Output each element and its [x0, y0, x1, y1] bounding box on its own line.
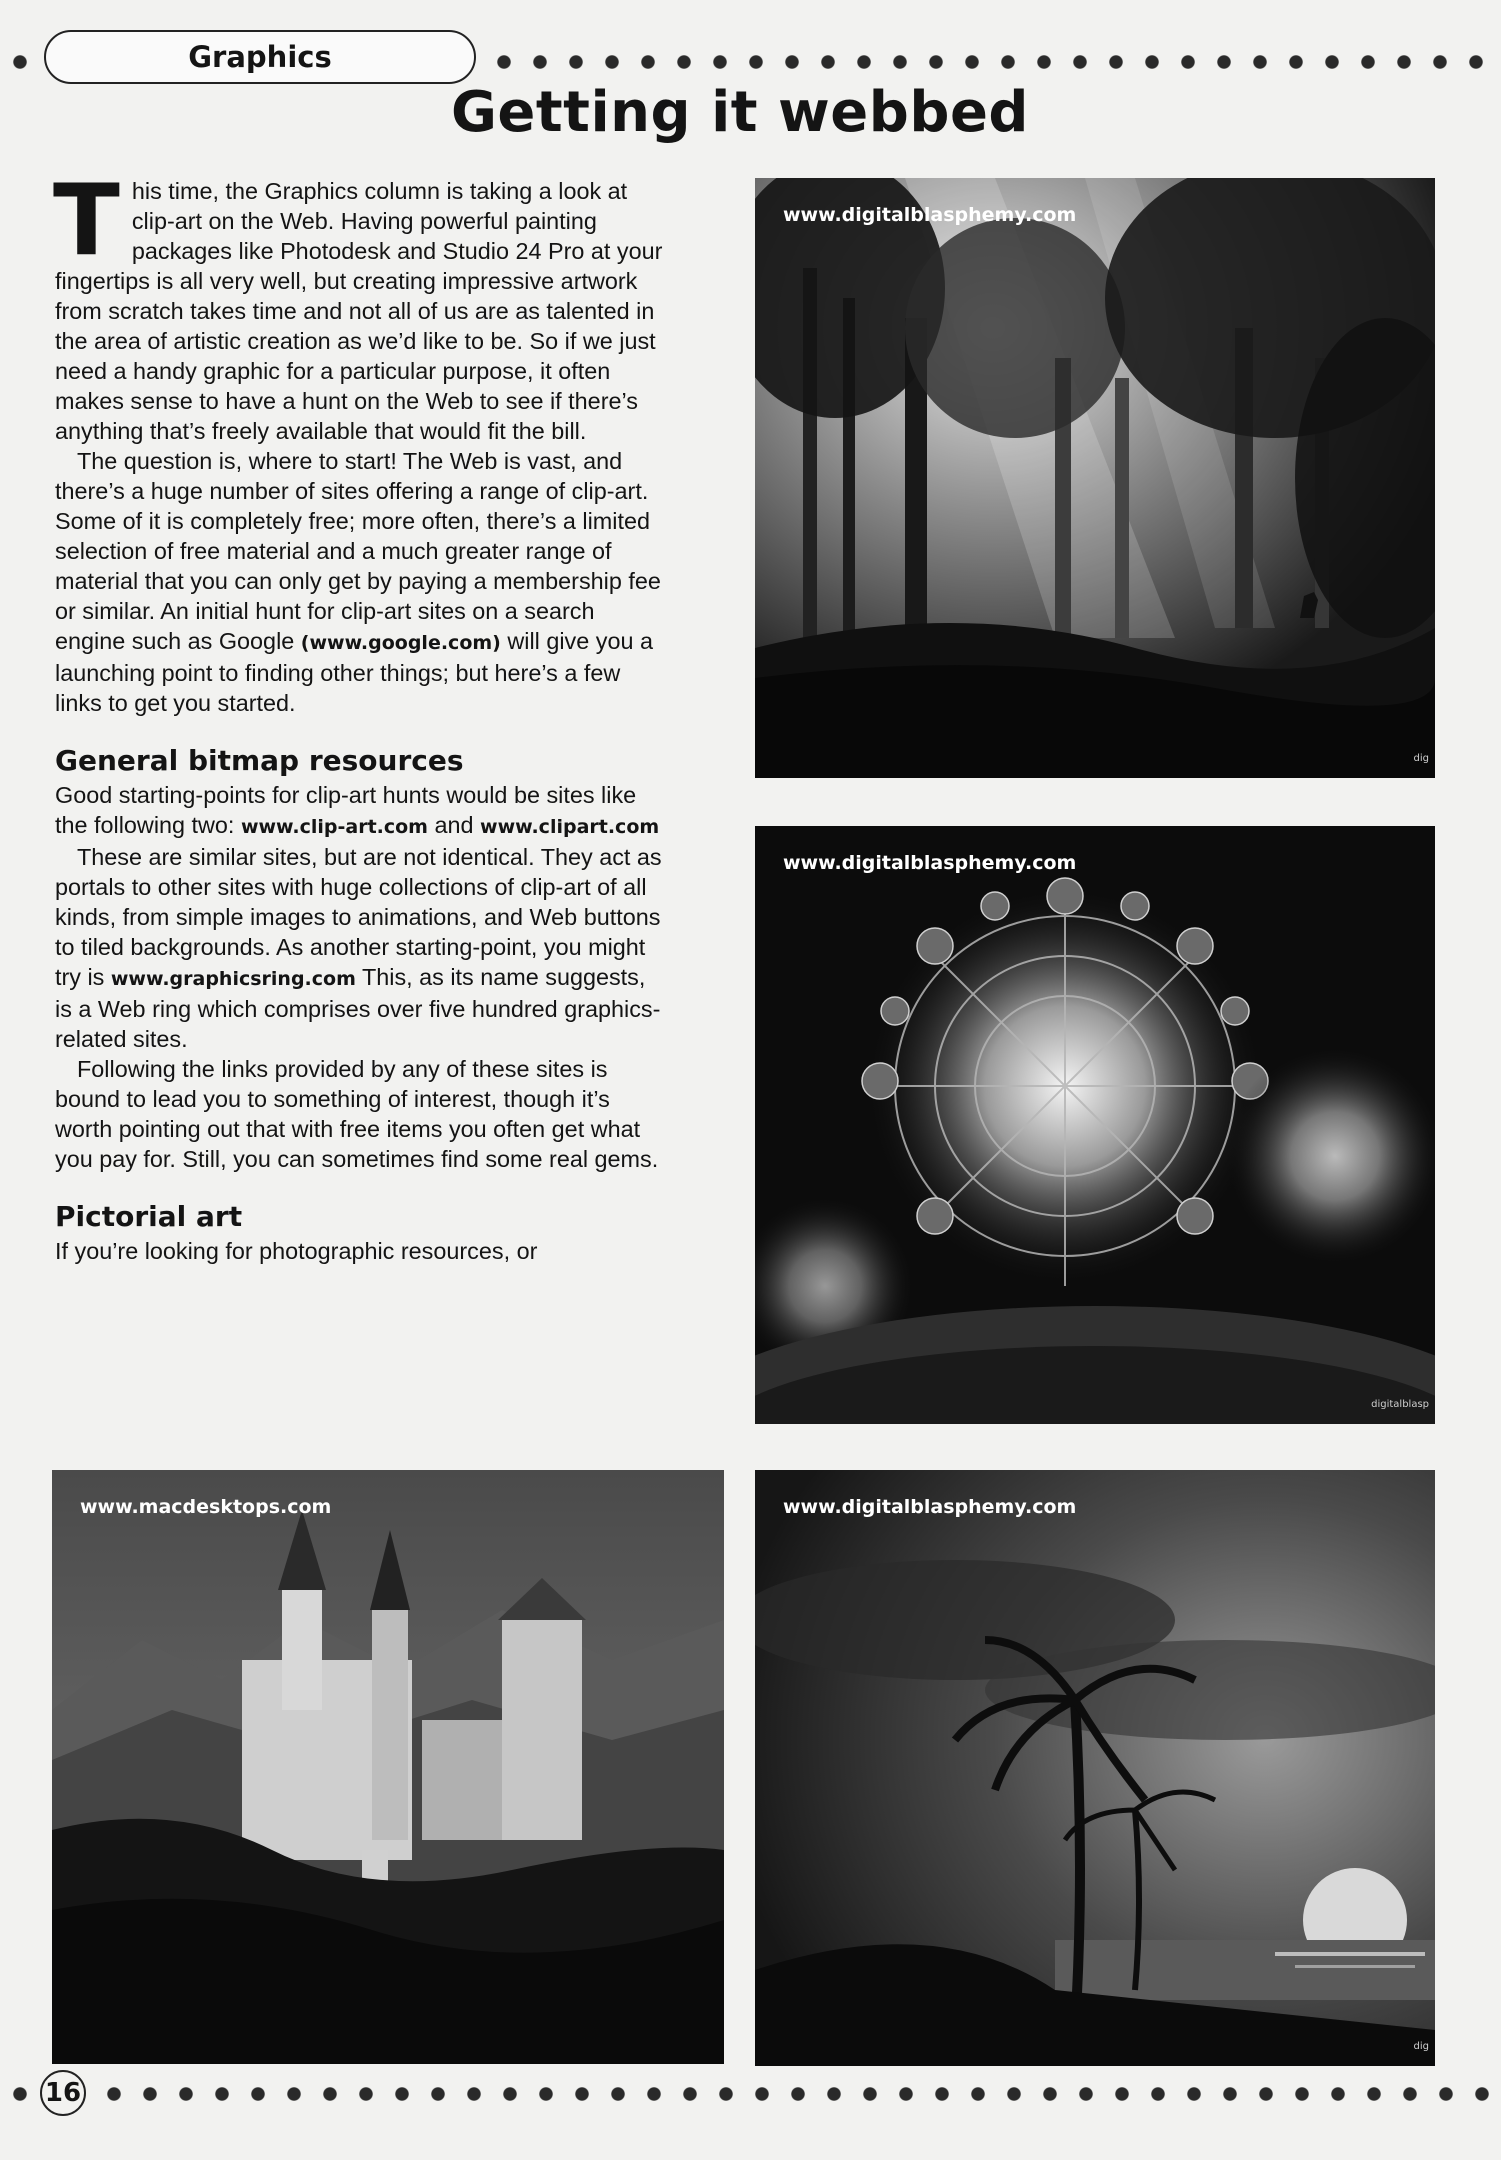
- beach-caption: www.digitalblasphemy.com: [783, 1496, 1077, 1518]
- paragraph-text: These are similar sites, but are not identical. They act as portals to other sites with huge collections of clip-art of all kinds, from simple images to animations, and Web buttons to tiled backgrounds. As another starting-point, you might try is: [55, 844, 662, 990]
- subheading-general-bitmap: General bitmap resources: [55, 744, 464, 777]
- castle-image: [52, 1470, 724, 2064]
- spheres-watermark: digitalblasp: [1371, 1399, 1429, 1410]
- bottom-dot-rule: [90, 2084, 1501, 2104]
- paragraph-starting-points: [55, 780, 665, 842]
- bottom-dot-rule-left: [0, 2084, 40, 2104]
- castle-caption: www.macdesktops.com: [80, 1496, 332, 1518]
- forest-caption: www.digitalblasphemy.com: [783, 204, 1077, 226]
- link-graphicsring[interactable]: www.graphicsring.com: [110, 968, 356, 990]
- link-clip-art[interactable]: www.clip-art.com: [240, 816, 428, 838]
- paragraph-portals: [55, 842, 665, 1054]
- spheres-image: [755, 826, 1435, 1424]
- paragraph-where-to-start: [55, 446, 665, 718]
- forest-image: [755, 178, 1435, 778]
- paragraph-following-links: Following the links provided by any of these sites is bound to lead you to something of interest, though it’s worth pointing out that with free items you often get what you pay for. Still, you can sometimes find some real gems.: [55, 1056, 659, 1172]
- spheres-caption: www.digitalblasphemy.com: [783, 852, 1077, 874]
- paragraph-pictorial: If you’re looking for photographic resources, or: [55, 1238, 538, 1264]
- castle-scene: [52, 1470, 724, 2064]
- beach-scene: [755, 1470, 1435, 2066]
- page-number: 16: [40, 2070, 86, 2116]
- paragraph-text: Good starting-points for clip-art hunts would be sites like the following two:: [55, 782, 637, 838]
- forest-scene: [755, 178, 1435, 778]
- top-dot-rule: [480, 52, 1501, 72]
- beach-watermark: dig: [1413, 2041, 1429, 2052]
- paragraph-intro-text: his time, the Graphics column is taking a look at clip-art on the Web. Having powerful painting packages like Photodesk and Studio 24 Pro at your fingertips is all very well, but creating impressive artwork from scratch takes time and not all of us are as talented in the area of artistic creation as we’d like to be. So if we just need a handy graphic for a particular purpose, it often makes sense to have a hunt on the Web to see if there’s anything that’s freely available that would fit the bill.: [55, 178, 663, 444]
- paragraph-text: This, as its name suggests, is a Web ring which comprises over five hundred graphics-related sites.: [55, 964, 661, 1052]
- link-google[interactable]: (www.google.com): [300, 632, 501, 654]
- forest-watermark: dig: [1413, 753, 1429, 764]
- paragraph-text: and: [434, 812, 474, 838]
- drop-cap: T: [53, 164, 120, 278]
- paragraph-text: The question is, where to start! The Web is vast, and there’s a huge number of sites offering a range of clip-art. Some of it is completely free; more often, there’s a limited selection of free material and a much greater range of material that you can only get by paying a membership fee or similar. An initial hunt for clip-art sites on a search engine such as Google: [55, 448, 661, 654]
- page-title: Getting it webbed: [450, 80, 1030, 145]
- article-body: [53, 164, 665, 1266]
- link-clipart[interactable]: www.clipart.com: [480, 816, 660, 838]
- paragraph-intro: [53, 164, 665, 446]
- spheres-scene: [755, 826, 1435, 1424]
- beach-image: [755, 1470, 1435, 2066]
- paragraph-text: will give you a launching point to finding other things; but here’s a few links to get you started.: [55, 628, 653, 716]
- top-dot-rule-left: [0, 52, 40, 72]
- subheading-pictorial-art: Pictorial art: [55, 1200, 243, 1233]
- section-tab: Graphics: [44, 30, 476, 84]
